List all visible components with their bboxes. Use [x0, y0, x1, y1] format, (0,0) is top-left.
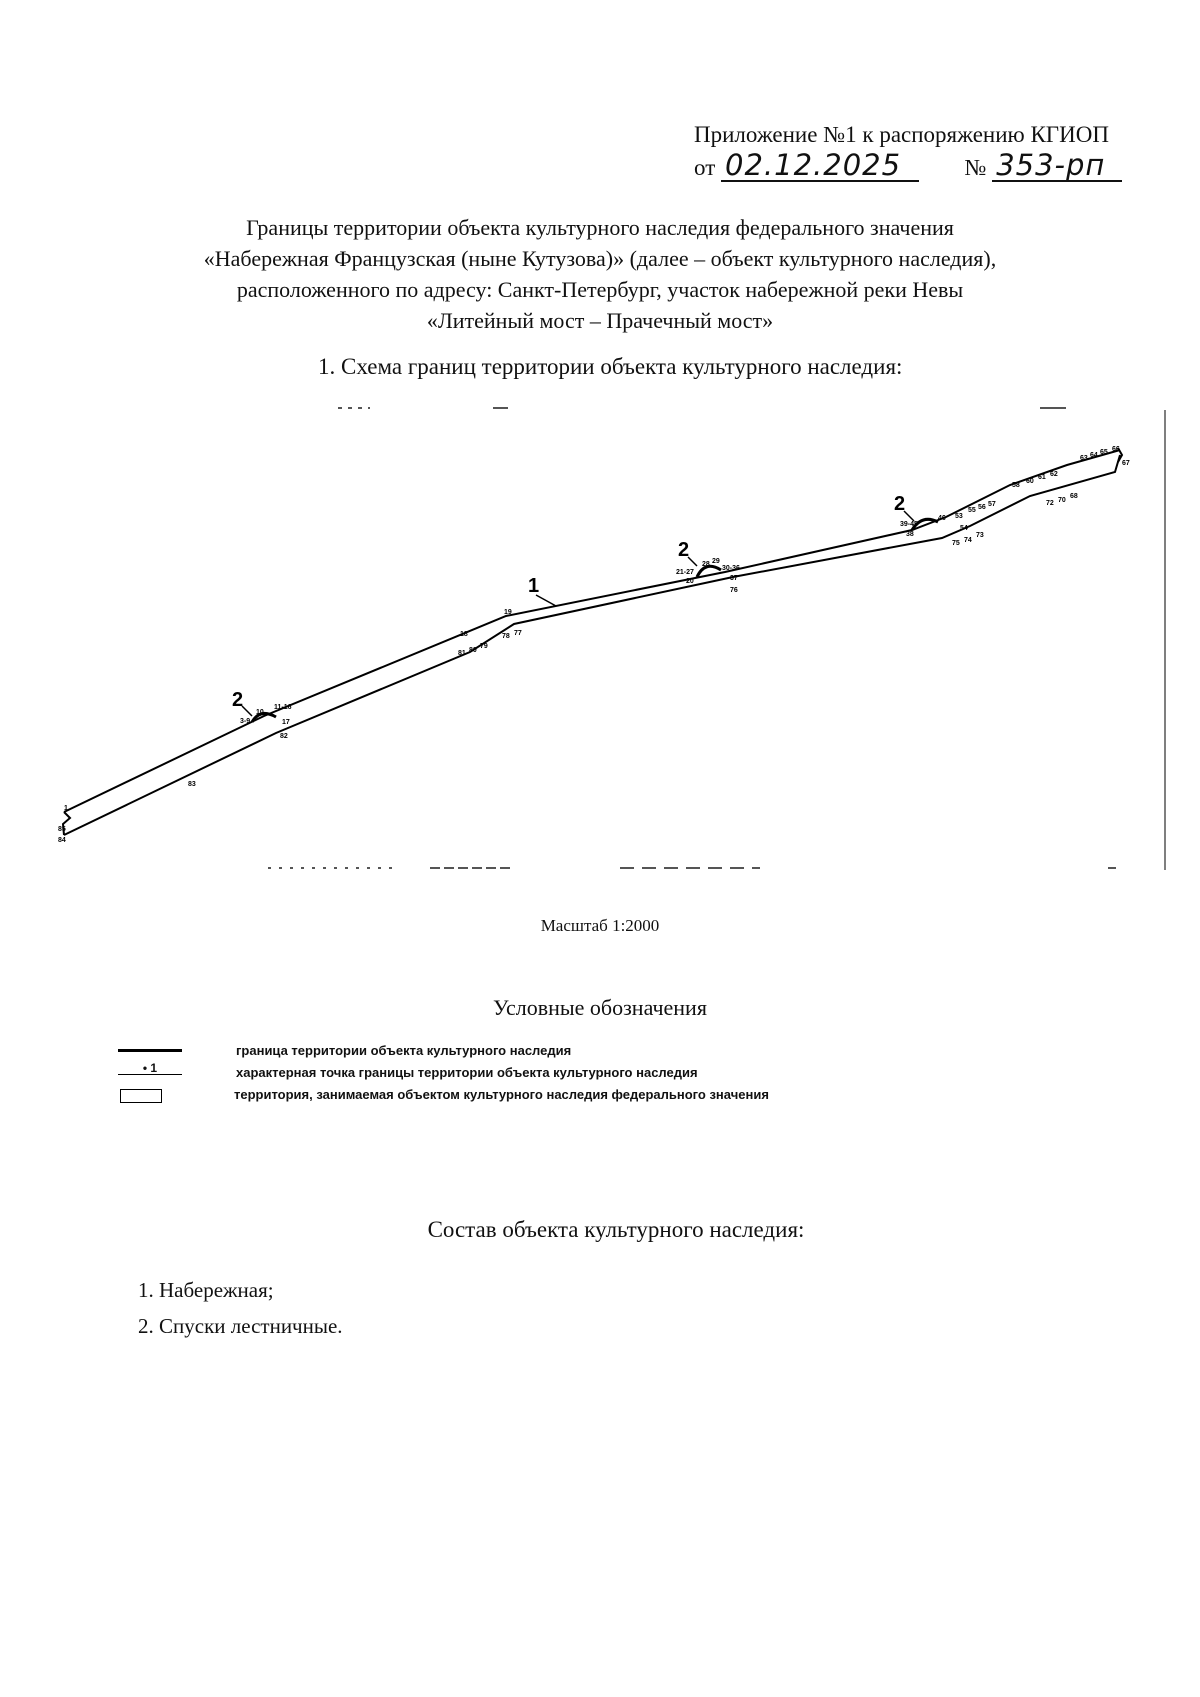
point-label: 38	[906, 531, 914, 538]
leader-lines	[242, 511, 914, 716]
map-scale: Масштаб 1:2000	[540, 916, 660, 935]
point-label: 60	[1026, 478, 1034, 485]
point-label: 53	[955, 513, 963, 520]
composition-item: 2. Спуски лестничные.	[138, 1314, 343, 1338]
point-label: 76	[730, 587, 738, 594]
point-label: 56	[978, 504, 986, 511]
order-date-number	[694, 150, 1122, 182]
appendix-line: Приложение №1 к распоряжению КГИОП	[694, 122, 1109, 147]
point-label: 57	[988, 501, 996, 508]
point-label: 61	[1038, 474, 1046, 481]
date-prefix: от	[694, 155, 716, 180]
point-label: 82	[280, 733, 288, 740]
point-label: 1	[64, 805, 68, 812]
point-label: 65	[1100, 449, 1108, 456]
composition-list	[138, 1272, 343, 1344]
title-line: Границы территории объекта культурного наследия федерального значения	[246, 215, 954, 240]
point-label: 81	[458, 650, 466, 657]
point-label: 46	[938, 515, 946, 522]
point-label: 20	[686, 578, 694, 585]
point-label: 72	[1046, 500, 1054, 507]
point-label: 77	[514, 630, 522, 637]
point-label: 3-9	[240, 718, 251, 725]
document-title	[0, 212, 1200, 336]
point-label: 39-45	[900, 521, 918, 528]
point-label: 17	[282, 719, 290, 726]
point-label: 67	[1122, 460, 1130, 467]
boundary-outline	[63, 448, 1122, 835]
point-label: 63	[1080, 455, 1088, 462]
point-label: 21-27	[676, 569, 694, 576]
boundary-south-line	[64, 455, 1120, 835]
composition-item: 1. Набережная;	[138, 1278, 274, 1302]
point-label: 80	[469, 647, 477, 654]
point-label: 19	[504, 609, 512, 616]
boundary-line-symbol	[118, 1049, 182, 1052]
point-label: 62	[1050, 471, 1058, 478]
point-label: 79	[480, 643, 488, 650]
map-label-part-2: 2	[232, 689, 244, 711]
point-label: 30-36	[722, 565, 740, 572]
point-label: 37	[730, 575, 738, 582]
point-label: 58	[1012, 482, 1020, 489]
title-line: расположенного по адресу: Санкт-Петербург, участок набережной реки Невы	[236, 277, 964, 302]
legend-item-territory	[118, 1087, 1018, 1109]
handwritten-date: 02.12.2025	[721, 150, 919, 182]
point-label: 85	[58, 826, 66, 833]
point-label: 11-16	[274, 704, 292, 711]
composition-title: Состав объекта культурного наследия:	[427, 1217, 805, 1242]
point-label: 54	[960, 525, 968, 532]
point-label: 75	[952, 540, 960, 547]
point-label: 83	[188, 781, 196, 788]
boundary-point-symbol: • 1	[118, 1062, 182, 1075]
point-label: 84	[58, 837, 66, 844]
point-label: 10	[256, 709, 264, 716]
legend-item-text: граница территории объекта культурного наследия	[236, 1043, 572, 1058]
territory-rectangle-symbol	[120, 1089, 162, 1103]
point-label: 28	[702, 561, 710, 568]
point-label: 68	[1070, 493, 1078, 500]
point-label: 73	[976, 532, 984, 539]
boundary-scheme-map	[0, 400, 1200, 890]
stair-descents	[252, 519, 938, 722]
map-label-part-1: 1	[528, 575, 540, 597]
legend	[118, 1043, 1018, 1109]
legend-title: Условные обозначения	[493, 995, 707, 1020]
point-label: 55	[968, 507, 976, 514]
title-line: «Набережная Французская (ныне Кутузова)» (далее – объект культурного наследия),	[203, 246, 997, 271]
legend-item-boundary	[118, 1043, 1018, 1065]
point-label: 64	[1090, 452, 1098, 459]
map-label-part-2: 2	[678, 539, 690, 561]
point-label: 78	[502, 633, 510, 640]
point-label: 66	[1112, 446, 1120, 453]
handwritten-number: 353-рп	[992, 150, 1122, 182]
number-prefix: №	[964, 155, 987, 180]
legend-item-text: характерная точка границы территории объекта культурного наследия	[236, 1065, 698, 1080]
point-label: 18	[460, 631, 468, 638]
title-line: «Литейный мост – Прачечный мост»	[426, 308, 774, 333]
map-label-part-2: 2	[894, 493, 906, 515]
point-label: 70	[1058, 497, 1066, 504]
point-label: 74	[964, 537, 972, 544]
legend-item-text: территория, занимаемая объектом культурного наследия федерального значения	[234, 1087, 769, 1102]
legend-item-point	[118, 1061, 1018, 1087]
point-label: 29	[712, 558, 720, 565]
section-title: 1. Схема границ территории объекта культурного наследия:	[318, 354, 903, 379]
